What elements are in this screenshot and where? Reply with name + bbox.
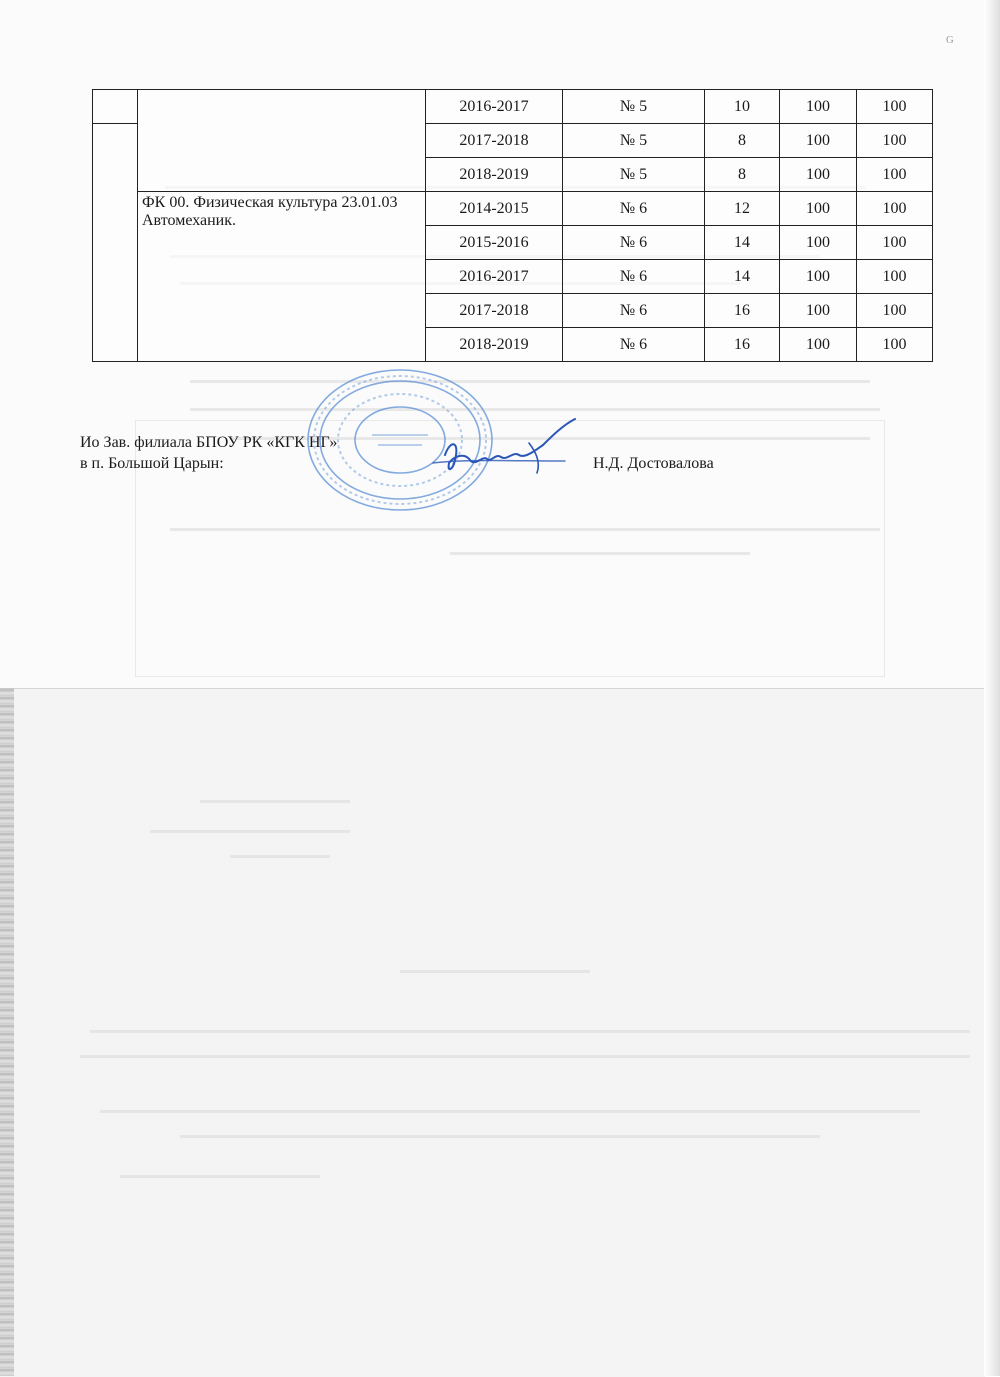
group-cell: № 6 [563, 260, 705, 294]
signatory-position-line2: в п. Большой Царын: [80, 455, 224, 472]
signatory-position-line1: Ио Зав. филиала БПОУ РК «КГК НГ» [80, 434, 338, 451]
percent-cell: 100 [857, 226, 933, 260]
table-row [93, 192, 933, 226]
count-cell: 14 [705, 260, 780, 294]
count-cell: 16 [705, 328, 780, 362]
year-cell: 2016-2017 [426, 90, 563, 124]
percent-cell: 100 [780, 260, 857, 294]
table-row [93, 90, 933, 124]
group-cell: № 6 [563, 226, 705, 260]
subject-cell [138, 90, 426, 192]
show-through-line [150, 830, 350, 833]
year-cell: 2017-2018 [426, 124, 563, 158]
subject-cell: ФК 00. Физическая культура 23.01.03 Автомеханик. [138, 192, 426, 362]
show-through-line [120, 1175, 320, 1178]
show-through-line [80, 1055, 970, 1058]
percent-cell: 100 [857, 124, 933, 158]
percent-cell: 100 [780, 294, 857, 328]
show-through-line [400, 970, 590, 973]
count-cell: 8 [705, 158, 780, 192]
show-through-line [190, 380, 870, 383]
handwritten-signature [425, 415, 585, 485]
show-through-line [230, 855, 330, 858]
group-cell: № 6 [563, 192, 705, 226]
show-through-line [90, 1030, 970, 1033]
year-cell: 2017-2018 [426, 294, 563, 328]
show-through-line [200, 800, 350, 803]
percent-cell: 100 [857, 294, 933, 328]
percent-cell: 100 [857, 158, 933, 192]
show-through-line [180, 1135, 820, 1138]
group-cell: № 6 [563, 294, 705, 328]
number-cell [93, 124, 138, 362]
percent-cell: 100 [780, 90, 857, 124]
year-cell: 2018-2019 [426, 328, 563, 362]
year-cell: 2016-2017 [426, 260, 563, 294]
count-cell: 14 [705, 226, 780, 260]
group-cell: № 5 [563, 90, 705, 124]
signatory-name: Н.Д. Достовалова [593, 455, 714, 472]
count-cell: 12 [705, 192, 780, 226]
count-cell: 10 [705, 90, 780, 124]
percent-cell: 100 [780, 158, 857, 192]
percent-cell: 100 [780, 328, 857, 362]
year-cell: 2015-2016 [426, 226, 563, 260]
percent-cell: 100 [780, 192, 857, 226]
scan-edge-shadow-right [984, 0, 1000, 1376]
signatory-position [80, 432, 337, 474]
group-cell: № 6 [563, 328, 705, 362]
percent-cell: 100 [857, 90, 933, 124]
percent-cell: 100 [857, 260, 933, 294]
scan-edge-shadow-left [0, 688, 14, 1376]
subject-results-table [92, 89, 933, 362]
year-cell: 2018-2019 [426, 158, 563, 192]
show-through-line [100, 1110, 920, 1113]
group-cell: № 5 [563, 158, 705, 192]
show-through-line [190, 408, 880, 411]
percent-cell: 100 [780, 226, 857, 260]
corner-smudge: ᴳ [946, 32, 954, 52]
count-cell: 8 [705, 124, 780, 158]
percent-cell: 100 [857, 328, 933, 362]
count-cell: 16 [705, 294, 780, 328]
year-cell: 2014-2015 [426, 192, 563, 226]
percent-cell: 100 [857, 192, 933, 226]
percent-cell: 100 [780, 124, 857, 158]
group-cell: № 5 [563, 124, 705, 158]
number-cell [93, 90, 138, 124]
